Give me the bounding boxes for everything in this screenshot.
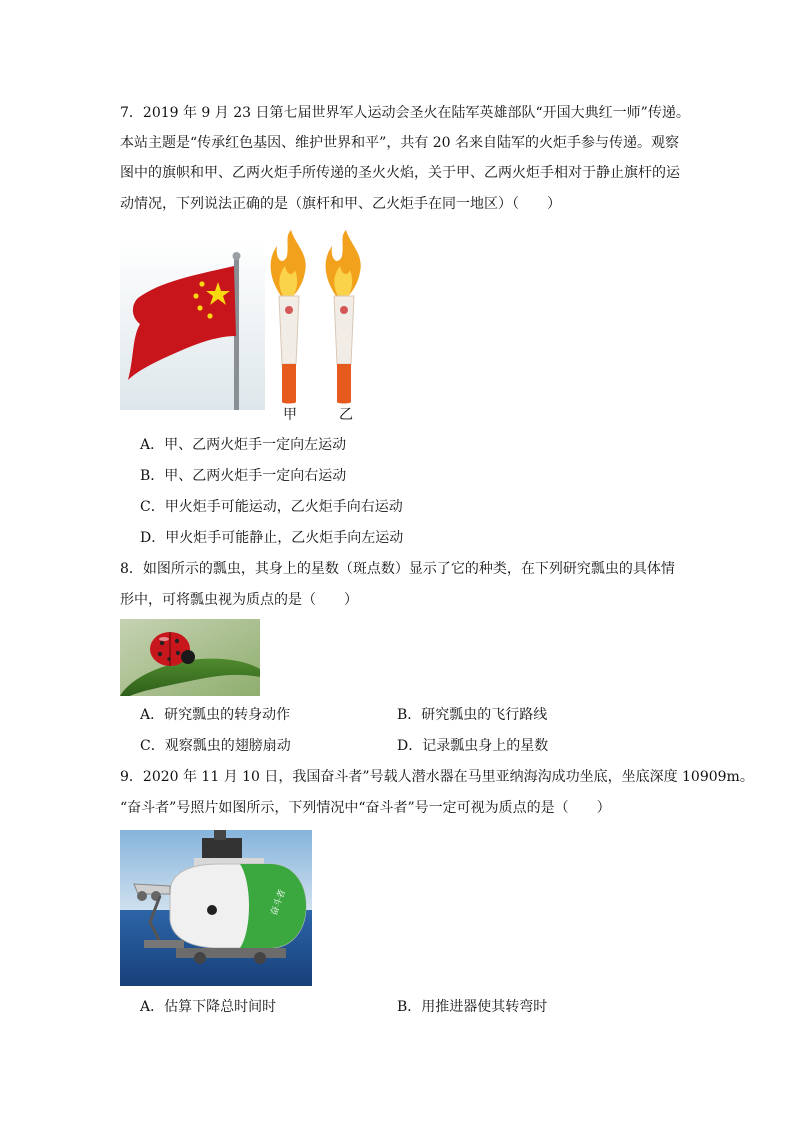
q8-option-a: A．研究瓢虫的转身动作 xyxy=(140,707,291,723)
torch-label-jia: 甲 xyxy=(283,407,297,423)
q9-line-1: 9．2020 年 11 月 10 日，我国奋斗者”号载人潜水器在马里亚纳海沟成功坐底，坐底深度 10909m。 xyxy=(120,769,754,785)
torch-yi-image xyxy=(320,230,366,405)
q9-line-2: “奋斗者”号照片如图所示，下列情况中“奋斗者”号一定可视为质点的是（ ） xyxy=(120,800,611,816)
q8-option-d: D．记录瓢虫身上的星数 xyxy=(397,738,549,754)
q7-line-3: 图中的旗帜和甲、乙两火炬手所传递的圣火火焰，关于甲、乙两火炬手相对于静止旗杆的运 xyxy=(120,165,680,181)
q7-line-1: 7．2019 年 9 月 23 日第七届世界军人运动会圣火在陆军英雄部队“开国大典红一师”传递。 xyxy=(120,105,690,121)
q8-line-2: 形中，可将瓢虫视为质点的是（ ） xyxy=(120,592,358,608)
q7-line-2: 本站主题是“传承红色基因、维护世界和平”，共有 20 名来自陆军的火炬手参与传递。观察 xyxy=(120,135,680,151)
torch-label-yi: 乙 xyxy=(339,407,353,423)
submersible-name-label: 奋斗者 xyxy=(269,888,289,918)
q8-line-1: 8．如图所示的瓢虫，其身上的星数（斑点数）显示了它的种类，在下列研究瓢虫的具体情 xyxy=(120,561,675,577)
q7-option-a: A．甲、乙两火炬手一定向左运动 xyxy=(140,437,347,453)
q7-line-4: 动情况，下列说法正确的是（旗杆和甲、乙火炬手在同一地区）（ ） xyxy=(120,196,561,212)
q7-option-b: B．甲、乙两火炬手一定向右运动 xyxy=(140,468,347,484)
ladybug-image xyxy=(120,619,260,696)
flag-image xyxy=(120,240,265,410)
q7-option-d: D．甲火炬手可能静止，乙火炬手向左运动 xyxy=(140,530,404,546)
q8-option-c: C．观察瓢虫的翅膀扇动 xyxy=(140,738,291,754)
torch-jia-image xyxy=(265,230,311,405)
q9-option-a: A．估算下降总时间时 xyxy=(140,999,277,1015)
q7-option-c: C．甲火炬手可能运动，乙火炬手向右运动 xyxy=(140,499,403,515)
q8-option-b: B．研究瓢虫的飞行路线 xyxy=(397,707,548,723)
q9-option-b: B．用推进器使其转弯时 xyxy=(397,999,548,1015)
submersible-image xyxy=(120,830,312,986)
